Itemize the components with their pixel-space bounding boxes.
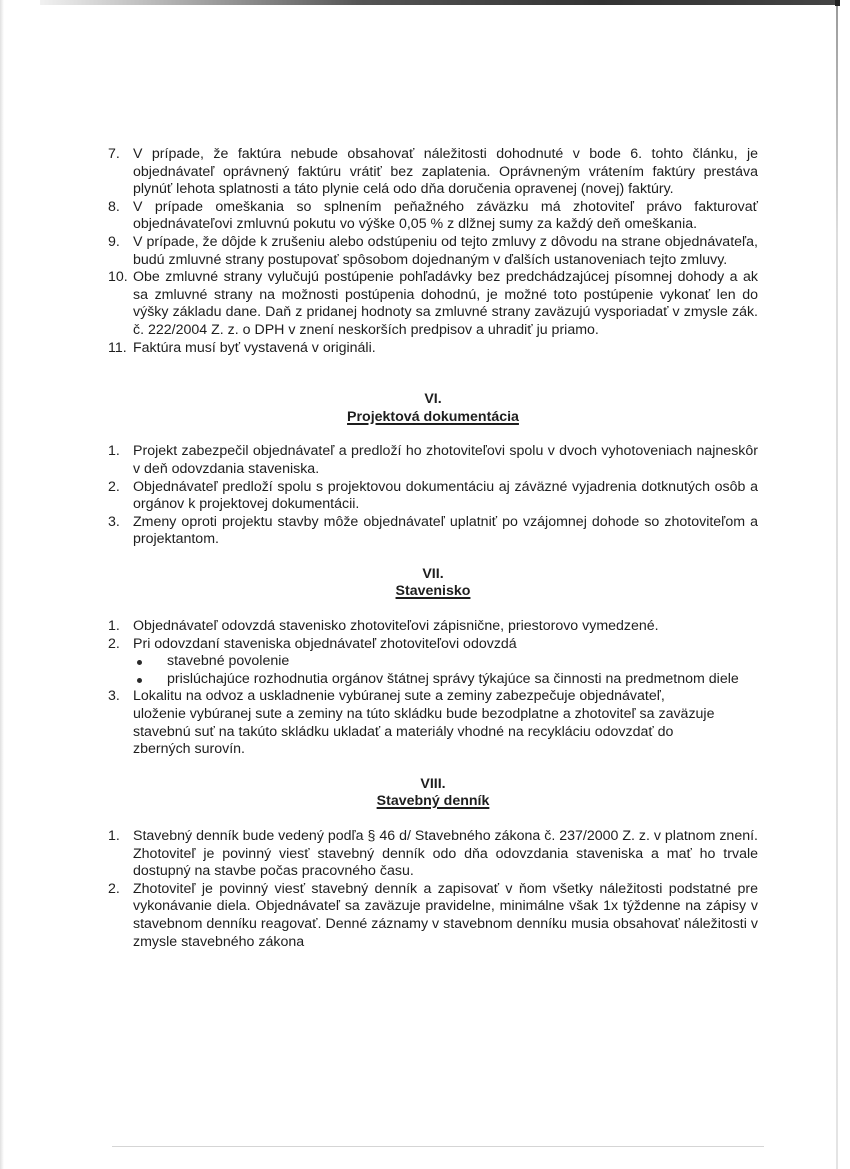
item-text: Pri odovzdaní staveniska objednávateľ zhotoviteľovi odovzdá — [133, 635, 517, 652]
item-number: 3. — [108, 513, 120, 530]
item-number: 3. — [108, 688, 120, 705]
item-text: Objednávateľ odovzdá stavenisko zhotoviteľovi zápisnične, priestorovo vymedzené. — [133, 618, 659, 635]
section-vii-list — [108, 618, 758, 759]
item-number: 7. — [108, 146, 120, 162]
list-item — [108, 199, 758, 234]
document-page — [108, 146, 758, 951]
section-heading-vi — [108, 391, 758, 426]
bullet-text: prislúchajúce rozhodnutia orgánov štátnej správy týkajúce sa činnosti na predmetnom diele — [167, 670, 739, 687]
section-heading-viii — [108, 776, 758, 811]
bullet-list — [133, 653, 758, 688]
list-item — [108, 828, 758, 881]
bullet-icon — [137, 660, 142, 665]
item-text: Faktúra musí byť vystavená v origináli. — [133, 339, 376, 356]
bullet-item — [133, 671, 758, 689]
section-vi-list — [108, 443, 758, 549]
section-numeral: VI. — [424, 391, 442, 408]
item-text: Stavebný denník bude vedený podľa § 46 d/ Stavebného zákona č. 237/2000 Z. z. v platnom znení. Zhotoviteľ je povinný viesť stavebný denník odo dňa odovzdania staveniska a mať ho trvale dostupný na stavbe počas pracovného času. — [133, 828, 758, 880]
item-number: 11. — [108, 339, 127, 356]
list-item — [108, 234, 758, 269]
section-v-list — [108, 146, 758, 357]
list-item — [108, 618, 758, 636]
list-item — [108, 514, 758, 549]
item-number: 10. — [108, 269, 128, 286]
list-item — [108, 146, 758, 199]
item-number: 1. — [108, 828, 120, 844]
item-text: Zmeny oproti projektu stavby môže objednávateľ uplatniť po vzájomnej dohode so zhotoviteľom a projektantom. — [133, 513, 758, 548]
item-text: Obe zmluvné strany vylučujú postúpenie pohľadávky bez predchádzajúcej písomnej dohody a ak sa zmluvné strany na možnosti postúpenia dohodnú, je možné toto postúpenie vykonať len do výšky základu dane. Daň z pridanej hodnoty sa zmluvné strany zaväzujú vysporiadať v zmysle zák. č. 222/2004 Z. z. o DPH v znení neskorších predpisov a uhradiť ju priamo. — [133, 269, 758, 338]
bullet-icon — [137, 678, 142, 683]
scan-top-edge — [40, 0, 840, 5]
footer-divider — [112, 1146, 764, 1147]
item-number: 1. — [108, 443, 120, 460]
section-title: Stavebný denník — [376, 793, 490, 810]
item-text: Projekt zabezpečil objednávateľ a predloží ho zhotoviteľovi spolu v dvoch vyhotoveniach najneskôr v deň odovzdania staveniska. — [133, 443, 758, 477]
scan-right-edge — [836, 0, 838, 1169]
item-number: 1. — [108, 618, 120, 635]
item-text: Objednávateľ predloží spolu s projektovou dokumentáciu aj záväzné vyjadrenia dotknutých osôb a orgánov k projektovej dokumentácii. — [133, 478, 758, 513]
section-title: Projektová dokumentácia — [347, 408, 519, 425]
item-number: 2. — [108, 635, 120, 652]
item-number: 2. — [108, 880, 120, 897]
section-heading-vii — [108, 566, 758, 601]
scan-left-edge — [0, 0, 4, 1169]
item-text: V prípade, že dôjde k zrušeniu alebo odstúpeniu od tejto zmluvy z dôvodu na strane objednávateľa, budú zmluvné strany postupovať spôsobom dojednaným v ďalších ustanoveniach tejto zmluvy. — [133, 233, 758, 268]
item-number: 8. — [108, 198, 120, 215]
section-viii-list — [108, 828, 758, 951]
list-item — [108, 636, 758, 689]
item-text: Lokalitu na odvoz a uskladnenie vybúranej sute a zeminy zabezpečuje objednávateľ, uloženie vybúranej sute a zeminy na túto skládku bude bezodplatne a zhotoviteľ sa zaväzuje stavebnú suť na takúto skládku ukladať a materiály vhodné na recykláciu odovzdať do zberných surovín. — [133, 688, 715, 758]
section-numeral: VII. — [422, 565, 444, 582]
scan-corner-shadow — [835, 0, 840, 6]
item-text: V prípade omeškania so splnením peňažného záväzku má zhotoviteľ právo fakturovať objednávateľovi zmluvnú pokutu vo výške 0,05 % z dlžnej sumy za každý deň omeškania. — [133, 198, 758, 233]
bullet-item — [133, 653, 758, 671]
list-item — [108, 443, 758, 478]
list-item — [108, 881, 758, 951]
item-number: 2. — [108, 478, 120, 495]
item-text: V prípade, že faktúra nebude obsahovať náležitosti dohodnuté v bode 6. tohto článku, je objednávateľ oprávnený faktúru vrátiť bez zaplatenia. Oprávneným vrátením faktúry prestáva plynúť lehota splatnosti a táto plynie celá odo dňa doručenia opravenej (novej) faktúry. — [133, 146, 758, 198]
section-title: Stavenisko — [395, 583, 471, 600]
item-number: 9. — [108, 233, 120, 250]
item-text: Zhotoviteľ je povinný viesť stavebný denník a zapisovať v ňom všetky náležitosti podstatné pre vykonávanie diela. Objednávateľ sa zaväzuje pravidelne, minimálne však 1x týždenne na zápisy v stavebnom denníku reagovať. Denné záznamy v stavebnom denníku musia obsahovať náležitosti v zmysle stavebného zákona — [133, 880, 758, 950]
list-item — [108, 340, 758, 358]
bullet-text: stavebné povolenie — [167, 653, 290, 670]
list-item — [108, 479, 758, 514]
list-item — [108, 269, 758, 339]
list-item — [108, 688, 758, 758]
section-numeral: VIII. — [420, 775, 446, 792]
